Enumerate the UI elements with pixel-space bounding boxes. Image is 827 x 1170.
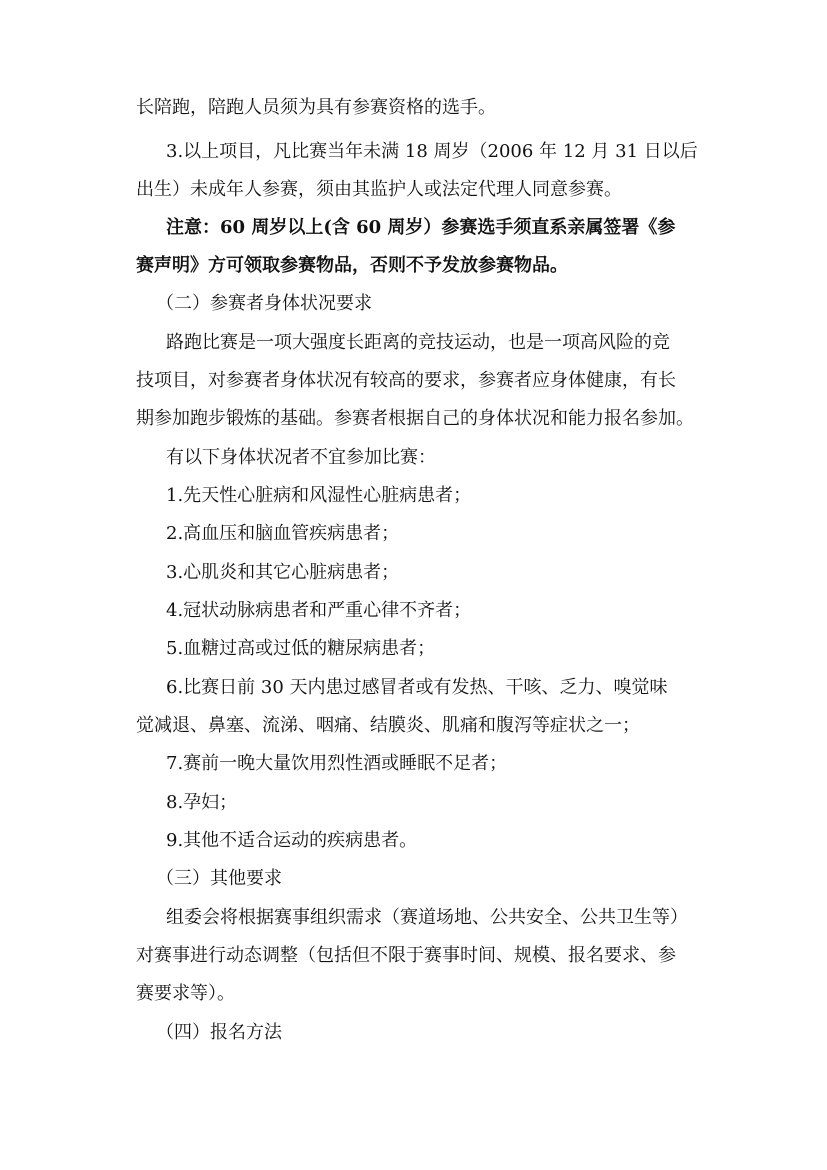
list-item: 6.比赛日前 30 天内患过感冒者或有发热、干咳、乏力、嗅觉味 [166,677,668,698]
paragraph-line: 长陪跑，陪跑人员须为具有参赛资格的选手。 [136,97,496,118]
paragraph-line: 对赛事进行动态调整（包括但不限于赛事时间、规模、报名要求、参 [136,945,676,966]
paragraph-line: 有以下身体状况者不宜参加比赛： [166,447,436,468]
notice-line: 注意：60 周岁以上(含 60 周岁）参赛选手须直系亲属签署《参 [166,217,676,238]
paragraph-line: 3.以上项目，凡比赛当年未满 18 周岁（2006 年 12 月 31 日以后 [166,141,698,162]
paragraph-line: 赛要求等）。 [136,983,235,1004]
list-item: 8.孕妇； [166,792,238,813]
list-item-continuation: 觉减退、鼻塞、流涕、咽痛、结膜炎、肌痛和腹泻等症状之一； [136,715,640,736]
list-item: 3.心肌炎和其它心脏病患者； [166,562,400,583]
list-item: 5.血糖过高或过低的糖尿病患者； [166,638,436,659]
paragraph-line: 组委会将根据赛事组织需求（赛道场地、公共安全、公共卫生等） [166,907,688,928]
section-heading: （四）报名方法 [156,1022,282,1043]
list-item: 2.高血压和脑血管疾病患者； [166,523,400,544]
section-heading: （三）其他要求 [156,868,282,889]
list-item: 4.冠状动脉病患者和严重心律不齐者； [166,600,472,621]
list-item: 7.赛前一晚大量饮用烈性酒或睡眠不足者； [166,753,508,774]
list-item: 1.先天性心脏病和风湿性心脏病患者； [166,485,472,506]
list-item: 9.其他不适合运动的疾病患者。 [166,830,418,851]
notice-line: 赛声明》方可领取参赛物品，否则不予发放参赛物品。 [136,255,568,276]
paragraph-line: 技项目，对参赛者身体状况有较高的要求，参赛者应身体健康，有长 [136,370,676,391]
paragraph-line: 路跑比赛是一项大强度长距离的竞技运动，也是一项高风险的竞 [166,332,670,353]
paragraph-line: 期参加跑步锻炼的基础。参赛者根据自己的身体状况和能力报名参加。 [136,408,694,429]
paragraph-line: 出生）未成年人参赛，须由其监护人或法定代理人同意参赛。 [136,179,622,200]
section-heading: （二）参赛者身体状况要求 [156,293,372,314]
